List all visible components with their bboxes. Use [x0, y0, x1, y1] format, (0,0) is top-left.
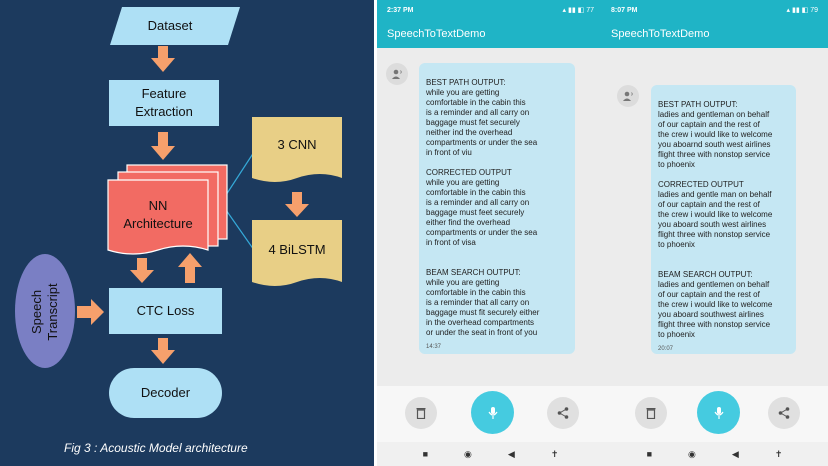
speech-transcript-label: Speech Transcript	[29, 283, 60, 341]
bottom-bar	[377, 386, 604, 442]
architecture-diagram	[0, 0, 374, 466]
battery-level: 79	[810, 7, 818, 14]
nav-accessibility-icon[interactable]: ✝	[550, 448, 559, 459]
decoder-label: Decoder	[140, 385, 191, 401]
person-voice-icon	[386, 63, 408, 85]
nn-architecture-label: NN Architecture	[123, 198, 193, 231]
arrow-feature-nn	[151, 132, 175, 160]
share-icon	[557, 407, 569, 419]
ctc-loss-box: CTC Loss	[109, 288, 222, 334]
person-voice-icon	[617, 85, 639, 107]
status-time: 8:07 PM	[611, 6, 638, 14]
message-bubble	[651, 85, 796, 354]
arrow-ctc-decoder	[151, 338, 175, 364]
nav-bar	[377, 442, 604, 466]
nav-home-icon[interactable]: ◉	[464, 448, 472, 459]
status-icons: ▴ ▮▮ ◧ 79	[786, 7, 818, 14]
mic-icon	[714, 406, 724, 420]
share-icon	[778, 407, 790, 419]
bottom-bar	[601, 386, 828, 442]
battery-level: 77	[586, 7, 594, 14]
nav-back-icon[interactable]: ◀	[731, 448, 739, 459]
connector-nn-bilstm	[226, 210, 254, 250]
cnn-label: 3 CNN	[277, 137, 317, 153]
dataset-label: Dataset	[147, 18, 193, 34]
figure-caption: Fig 3 : Acoustic Model architecture	[64, 441, 248, 455]
mic-icon	[488, 406, 498, 420]
app-title: SpeechToTextDemo	[601, 20, 828, 48]
nav-back-icon[interactable]: ◀	[507, 448, 515, 459]
status-time: 2:37 PM	[387, 6, 414, 14]
delete-icon	[646, 407, 656, 419]
message-text: BEST PATH OUTPUT: ladies and gentleman on behalf of our captain and the rest of the crew i would like to welcome you aboarnd south west airlines flight three with nonstop service to phoenix CORRECTED OUTPUT ladies and gentle man on behalf of our captain and the rest of the crew i would like to welcome you aboard south west airlines flight three with nonstop service to phoenix BEAM SEARCH OUTPUT: ladies and gentlemen on behalf of our captain and the rest of the crew i would like to welcome you aboard southwest airlines flight three with nonstop service to phoenix	[658, 100, 773, 339]
phone-screen-right	[601, 0, 828, 466]
connector-nn-cnn	[226, 152, 254, 195]
status-bar	[601, 0, 828, 20]
app-title: SpeechToTextDemo	[377, 20, 604, 48]
phone-screen-left	[377, 0, 604, 466]
status-bar	[377, 0, 604, 20]
arrow-cnn-bilstm	[285, 192, 309, 217]
message-timestamp: 14:37	[426, 344, 442, 350]
mic-button[interactable]	[471, 391, 514, 434]
nav-recents-icon[interactable]: ■	[646, 449, 653, 459]
nav-recents-icon[interactable]: ■	[422, 449, 429, 459]
delete-button[interactable]	[635, 397, 667, 429]
message-text: BEST PATH OUTPUT: while you are getting comfortable in the cabin this is a reminder and all carry on baggage must fet securely neither ind the overhead compartments or under the sea in front of viu CORRECTED OUTPUT while you are getting comfortable in the cabin this is a reminder and all carry on baggage must feet securely either find the overhead compartments or under the sea in front of visa BEAM SEARCH OUTPUT: while you are getting comfortable in the cabin this is a reminder that all carry on baggage must fit securely either in the overhead compartments or under the seat in front of you	[426, 78, 540, 337]
status-icons: ▴ ▮▮ ◧ 77	[562, 7, 594, 14]
nav-accessibility-icon[interactable]: ✝	[774, 448, 783, 459]
delete-button[interactable]	[405, 397, 437, 429]
delete-icon	[416, 407, 426, 419]
arrow-transcript-ctc	[77, 299, 104, 325]
arrow-ctc-nn	[178, 253, 202, 283]
arrow-nn-ctc	[130, 258, 154, 283]
nav-home-icon[interactable]: ◉	[688, 448, 696, 459]
share-button[interactable]	[768, 397, 800, 429]
message-bubble	[419, 63, 575, 354]
nav-bar	[601, 442, 828, 466]
bilstm-label: 4 BiLSTM	[268, 242, 326, 258]
mic-button[interactable]	[697, 391, 740, 434]
feature-extraction-box: Feature Extraction	[109, 80, 219, 126]
message-timestamp: 20:07	[658, 346, 674, 352]
arrow-dataset-feature	[151, 46, 175, 72]
share-button[interactable]	[547, 397, 579, 429]
